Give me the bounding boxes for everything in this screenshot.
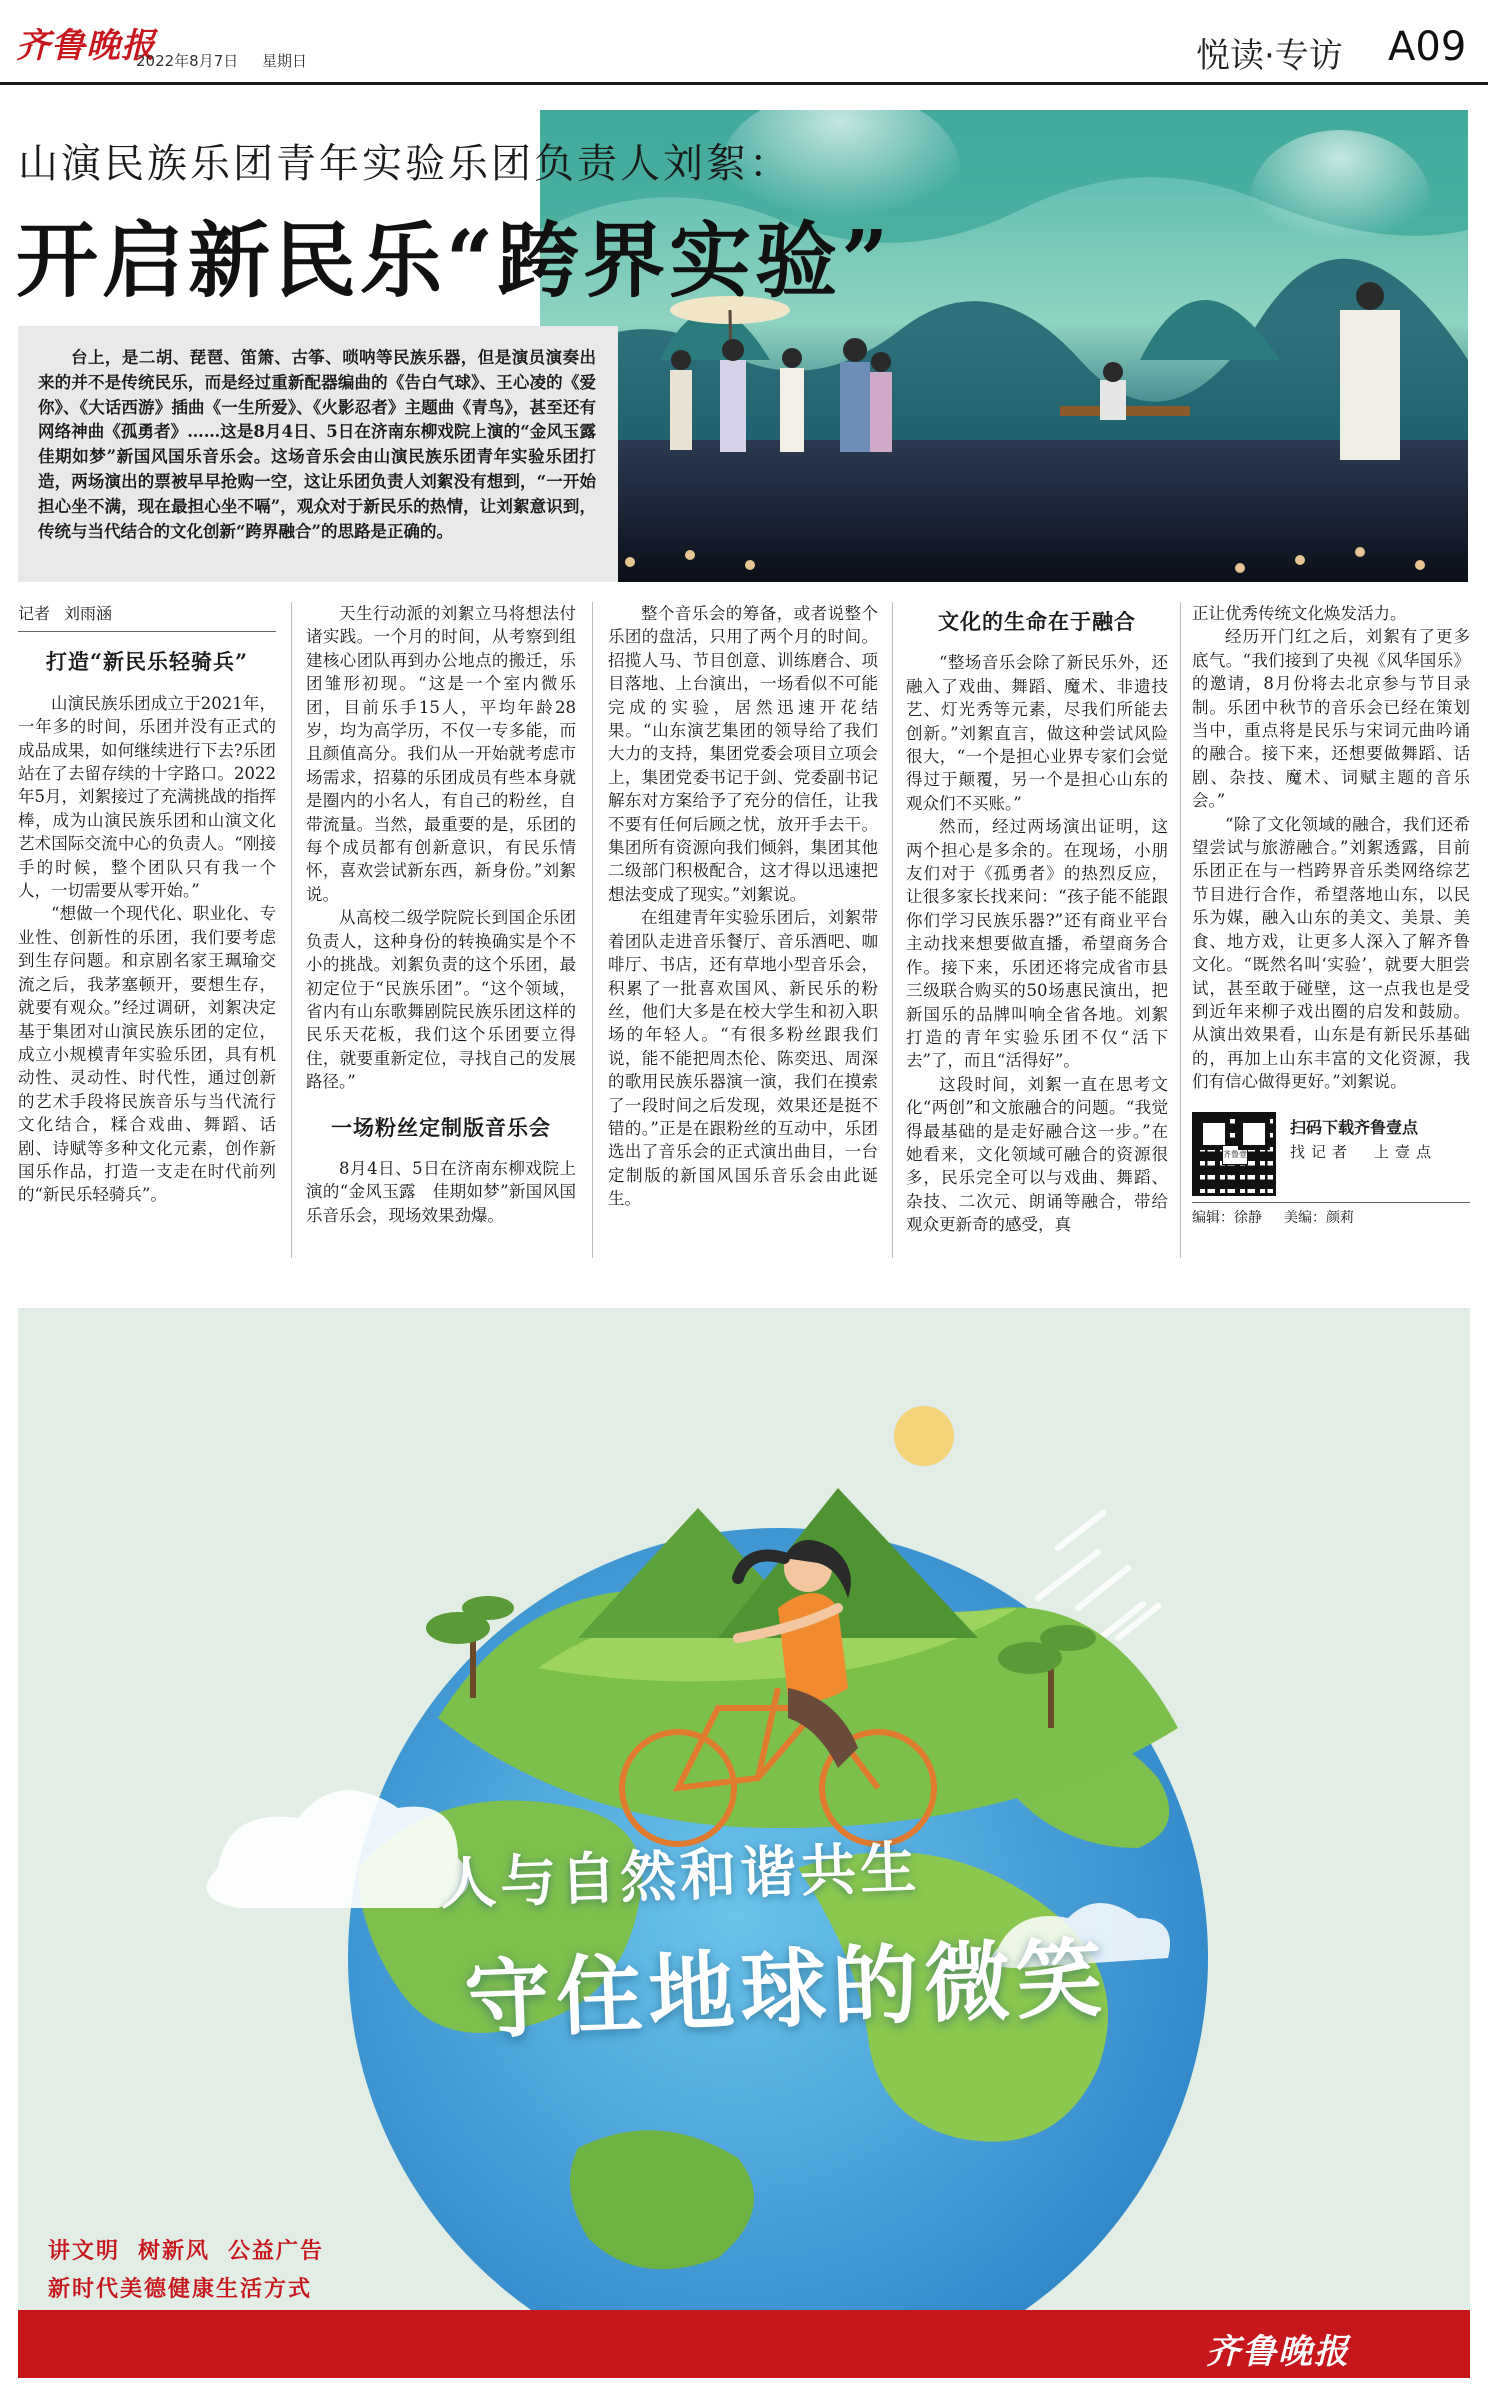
paragraph: 8月4日、5日在济南东柳戏院上演的“金风玉露 佳期如梦”新国风国乐音乐会，现场效果劲爆。 xyxy=(306,1158,576,1225)
paragraph: 天生行动派的刘絮立马将想法付诸实践。一个月的时间，从考察到组建核心团队再到办公地点的搬迁，乐团雏形初现。“这是一个室内微乐团，目前乐手15人，平均年龄28岁，均为高学历，不仅一专多能，而且颜值高分。我们从一开始就考虑市场需求，招募的乐团成员有些本身就是圈内的小名人，有自己的粉丝，自带流量。当然，最重要的是，乐团的每个成员都有创新意识，有民乐情怀，喜欢尝试新东西，新身份。”刘絮说。 xyxy=(306,604,576,904)
article-column-1 xyxy=(18,602,276,1207)
ad-footer-band xyxy=(18,2310,1470,2378)
lead-summary-box xyxy=(18,326,618,582)
ad-tag-item: 公益广告 xyxy=(228,2239,325,2264)
ad-newspaper-logo: 齐鲁晚报 xyxy=(1206,2332,1350,2372)
page-number: A09 xyxy=(1388,24,1467,70)
qr-caption: 扫码下载齐鲁壹点 xyxy=(1290,1117,1419,1137)
public-service-ad xyxy=(18,1308,1470,2378)
section-heading-1: 打造“新民乐轻骑兵” xyxy=(45,649,249,675)
ad-slogan-line-1: 人与自然和谐共生 xyxy=(439,1834,922,1918)
article-headline: 开启新民乐“跨界实验” xyxy=(16,213,893,309)
qr-badge: 齐鲁壹点 xyxy=(1222,1145,1248,1165)
article-column-4 xyxy=(906,602,1168,1237)
section-name: 悦读·专访 xyxy=(1196,36,1343,76)
section-heading-2: 一场粉丝定制版音乐会 xyxy=(331,1114,551,1140)
article-column-2 xyxy=(306,602,576,1227)
editor-credits xyxy=(1192,1202,1470,1230)
paragraph: 在组建青年实验乐团后，刘絮带着团队走进音乐餐厅、音乐酒吧、咖啡厅、书店，还有草地小型音乐会，积累了一批喜欢国风、新民乐的粉丝，他们大多是在校大学生和初入职场的年轻人。“有很多粉丝跟我们说，能不能把周杰伦、陈奕迅、周深的歌用民族乐器演一演，我们在摸索了一段时间之后发现，效果还是挺不错的。”正是在跟粉丝的互动中，乐团选出了音乐会的正式演出曲目，一台定制版的新国风国乐音乐会由此诞生。 xyxy=(608,908,878,1209)
section-heading-3: 文化的生命在于融合 xyxy=(938,609,1136,634)
paragraph: 这段时间，刘絮一直在思考文化“两创”和文旅融合的问题。“我觉得最基础的是走好融合这一步。”在她看来，文化领域可融合的资源很多，民乐完全可以与戏曲、舞蹈、杂技、二次元、朗诵等融合，带给观众更新奇的感受，真 xyxy=(906,1074,1168,1235)
article-column-5 xyxy=(1192,602,1470,1230)
issue-date: 2022年8月7日 xyxy=(136,52,239,70)
header-rule xyxy=(0,82,1488,85)
masthead xyxy=(0,0,1488,80)
column-divider xyxy=(892,602,893,1258)
paragraph: “除了文化领域的融合，我们还希望尝试与旅游融合。”刘絮透露，目前乐团正在与一档跨界音乐类网络综艺节目进行合作，希望落地山东，以民乐为媒，融入山东的美文、美景、美食、地方戏，让更多人深入了解齐鲁文化。“既然名叫‘实验’，就要大胆尝试，甚至敢于碰壁，这一点我也是受到近年来柳子戏出圈的启发和鼓励。从演出效果看，山东是有新民乐基础的，再加上山东丰富的文化资源，我们有信心做得更好。”刘絮说。 xyxy=(1192,814,1470,1092)
lead-summary: 台上，是二胡、琵琶、笛箫、古筝、唢呐等民族乐器，但是演员演奏出来的并不是传统民乐，而是经过重新配器编曲的《告白气球》、王心凌的《爱你》、《大话西游》插曲《一生所爱》、《火影忍者》主题曲《青鸟》，甚至还有网络神曲《孤勇者》……这是8月4日、5日在济南东柳戏院上演的“金风玉露 佳期如梦”新国风国乐音乐会。这场音乐会由山演民族乐团青年实验乐团打造，两场演出的票被早早抢购一空，这让乐团负责人刘絮没有想到，“一开始担心坐不满，现在最担心坐不嗝”，观众对于新民乐的热情，让刘絮意识到，传统与当代结合的文化创新“跨界融合”的思路是正确的。 xyxy=(38,348,613,541)
ad-tagline-1 xyxy=(48,2234,324,2265)
qr-text xyxy=(1290,1116,1437,1164)
paragraph: 正让优秀传统文化焕发活力。 xyxy=(1192,604,1407,623)
qr-code[interactable] xyxy=(1192,1112,1276,1196)
byline xyxy=(18,602,276,632)
app-download-block xyxy=(1192,1112,1470,1196)
qr-credit: 找记者 上壹点 xyxy=(1290,1142,1438,1161)
byline-label: 记者 xyxy=(18,604,51,623)
ad-tag-item: 树新风 xyxy=(138,2239,211,2264)
earth-cyclist-illustration xyxy=(18,1308,1470,2310)
paragraph: “整场音乐会除了新民乐外，还融入了戏曲、舞蹈、魔术、非遗技艺、灯光秀等元素，尽我们所能去创新。”刘絮直言，做这种尝试风险很大，“一个是担心业界专家们会觉得过于颠覆，另一个是担心山东的观众们不买账。” xyxy=(906,653,1168,813)
paragraph: 从高校二级学院院长到国企乐团负责人，这种身份的转换确实是个不小的挑战。刘絮负责的这个乐团，最初定位于“民族乐团”。“这个领域，省内有山东歌舞剧院民族乐团这样的民乐天花板，我们这个乐团要立得住，就要重新定位，寻找自己的发展路径。” xyxy=(306,908,576,1092)
article-kicker: 山演民族乐团青年实验乐团负责人刘絮： xyxy=(18,141,792,187)
paragraph: 整个音乐会的筹备，或者说整个乐团的盘活，只用了两个月的时间。招揽人马、节目创意、训练磨合、项目落地、上台演出，一场看似不可能完成的实验，居然迅速开花结果。“山东演艺集团的领导给了我们大力的支持，集团党委会项目立项会上，集团党委书记于剑、党委副书记解东对方案给予了充分的信任，让我不要有任何后顾之忧，放开手去干。集团所有资源向我们倾斜，集团其他二级部门积极配合，这才得以迅速把想法变成了现实。”刘絮说。 xyxy=(608,604,878,904)
designer-name: 美编：颜莉 xyxy=(1284,1209,1354,1226)
byline-name: 刘雨涵 xyxy=(64,604,113,623)
ad-slogan-line-2: 守住地球的微笑 xyxy=(462,1927,1110,2052)
newspaper-logo: 齐鲁晚报 xyxy=(16,26,156,66)
column-divider xyxy=(592,602,593,1258)
paragraph: 山演民族乐团成立于2021年，一年多的时间，乐团并没有正式的成品成果，如何继续进行下去?乐团站在了去留存续的十字路口。2022年5月，刘絮接过了充满挑战的指挥棒，成为山演民族乐团和山演文化艺术国际交流中心的负责人。“刚接手的时候，整个团队只有我一个人，一切需要从零开始。” xyxy=(18,693,276,901)
article-column-3 xyxy=(608,602,878,1211)
column-divider xyxy=(291,602,292,1258)
issue-weekday: 星期日 xyxy=(262,52,308,70)
paragraph: 经历开门红之后，刘絮有了更多底气。“我们接到了央视《风华国乐》的邀请，8月份将去北京参与节目录制。乐团中秋节的音乐会已经在策划当中，重点将是民乐与宋词元曲吟诵的融合。接下来，还想要做舞蹈、话剧、杂技、魔术、词赋主题的音乐会。” xyxy=(1192,627,1470,811)
column-divider xyxy=(1180,602,1181,1258)
paragraph: 然而，经过两场演出证明，这两个担心是多余的。在现场，小朋友们对于《孤勇者》的热烈反应，让很多家长找来问：“孩子能不能跟你们学习民族乐器?”还有商业平台主动找来想要做直播，希望商务合作。接下来，乐团还将完成省市县三级联合购买的50场惠民演出，把新国乐的品牌叫响全省各地。刘絮打造的青年实验乐团不仅“活下去”了，而且“活得好”。 xyxy=(906,817,1168,1071)
paragraph: “想做一个现代化、职业化、专业性、创新性的乐团，我们要考虑到生存问题。和京剧名家王珮瑜交流之后，我茅塞顿开，要想生存，就要有观众。”经过调研，刘絮决定基于集团对山演民族乐团的定位，成立小规模青年实验乐团，具有机动性、灵动性、时代性，通过创新的艺术手段将民族音乐与当代流行文化结合，糅合戏曲、舞蹈、话剧、诗赋等多种文化元素，创作新国乐作品，打造一支走在时代前列的“新民乐轻骑兵”。 xyxy=(18,904,276,1205)
ad-tag-item: 讲文明 xyxy=(48,2239,121,2264)
ad-tagline-2: 新时代美德健康生活方式 xyxy=(48,2277,313,2302)
editor-name: 编辑：徐静 xyxy=(1192,1209,1262,1226)
